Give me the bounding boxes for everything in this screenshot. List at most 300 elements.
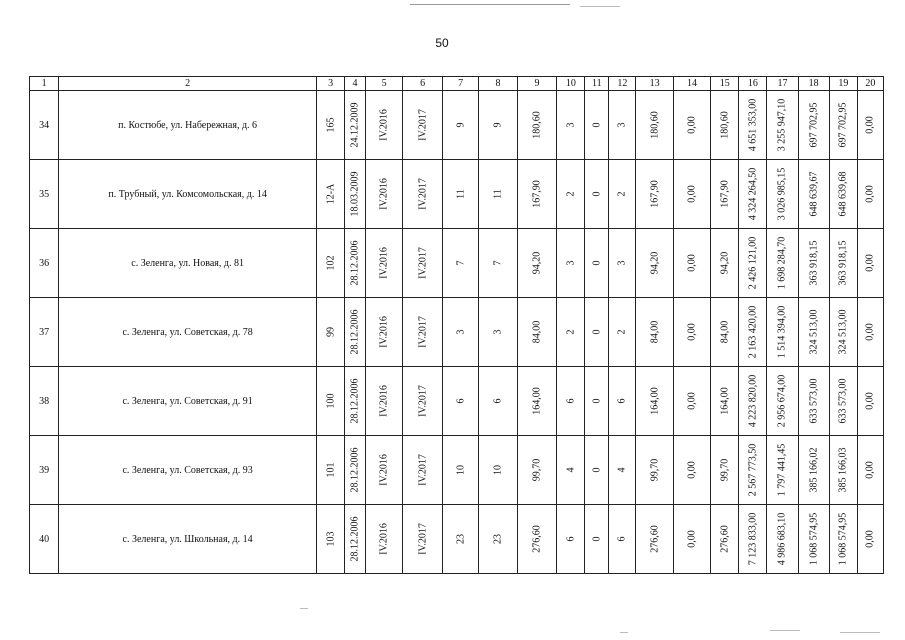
cell-value: 0 — [591, 536, 603, 542]
column-number-8: 8 — [479, 77, 517, 91]
cell-value: IV.2017 — [417, 523, 429, 555]
cell-value: 10 — [455, 465, 467, 475]
row-number-cell: 37 — [30, 298, 59, 367]
cell-value: 276,60 — [719, 525, 731, 553]
cell-value: 276,60 — [649, 525, 661, 553]
table-cell-col-14 — [673, 91, 710, 160]
scan-artifact-line — [580, 6, 620, 7]
cell-value: 3 — [616, 122, 628, 128]
table-cell-col-8 — [479, 160, 517, 229]
table-cell-col-11 — [585, 436, 609, 505]
table-row — [30, 367, 884, 436]
cell-value: 180,60 — [719, 111, 731, 139]
table-cell-col-8 — [479, 91, 517, 160]
cell-value: 24.12.2009 — [349, 102, 361, 148]
cell-value: 4 651 353,00 — [747, 98, 759, 152]
column-number-15: 15 — [711, 77, 739, 91]
cell-value: 0,00 — [686, 461, 698, 479]
table-cell-col-6 — [403, 505, 443, 574]
cell-value: 28.12.2006 — [349, 309, 361, 355]
cell-value: 6 — [616, 398, 628, 404]
table-cell-col-18 — [798, 505, 829, 574]
table-cell-col-6 — [403, 298, 443, 367]
cell-value: 0,00 — [686, 254, 698, 272]
table-cell-col-4 — [345, 436, 366, 505]
cell-value: 3 — [616, 260, 628, 266]
table-cell-col-3 — [317, 91, 345, 160]
cell-value: 23 — [492, 534, 504, 544]
cell-value: IV.2017 — [417, 316, 429, 348]
table-cell-col-14 — [673, 505, 710, 574]
cell-value: 0,00 — [686, 116, 698, 134]
table-cell-col-20 — [857, 91, 883, 160]
table-cell-col-12 — [609, 505, 636, 574]
table-cell-col-3 — [317, 298, 345, 367]
table-cell-col-16 — [739, 229, 767, 298]
cell-value: 164,00 — [531, 387, 543, 415]
cell-value: 4 — [565, 467, 577, 473]
cell-value: 84,00 — [719, 320, 731, 344]
cell-value: IV.2016 — [378, 247, 390, 279]
column-number-1: 1 — [30, 77, 59, 91]
column-number-19: 19 — [829, 77, 857, 91]
table-cell-col-20 — [857, 436, 883, 505]
table-cell-col-4 — [345, 91, 366, 160]
cell-value: 3 — [492, 329, 504, 335]
table-cell-col-9 — [517, 505, 557, 574]
cell-value: 0 — [591, 398, 603, 404]
table-cell-col-20 — [857, 367, 883, 436]
cell-value: 99,70 — [649, 458, 661, 482]
address-cell: с. Зеленга, ул. Новая, д. 81 — [59, 229, 317, 298]
cell-value: 648 639,68 — [837, 171, 849, 217]
table-cell-col-13 — [636, 160, 673, 229]
table-cell-col-4 — [345, 505, 366, 574]
table-cell-col-17 — [767, 367, 798, 436]
table-row — [30, 160, 884, 229]
column-number-12: 12 — [609, 77, 636, 91]
table-cell-col-8 — [479, 505, 517, 574]
table-cell-col-20 — [857, 160, 883, 229]
table-cell-col-16 — [739, 367, 767, 436]
table-cell-col-10 — [557, 91, 585, 160]
cell-value: 0,00 — [864, 116, 876, 134]
cell-value: 0,00 — [686, 185, 698, 203]
cell-value: IV.2016 — [378, 109, 390, 141]
column-number-4: 4 — [345, 77, 366, 91]
table-cell-col-11 — [585, 298, 609, 367]
table-cell-col-12 — [609, 436, 636, 505]
cell-value: IV.2016 — [378, 523, 390, 555]
cell-value: 167,90 — [719, 180, 731, 208]
cell-value: 385 166,02 — [808, 447, 820, 493]
cell-value: 1 068 574,95 — [837, 512, 849, 566]
cell-value: 3 — [565, 260, 577, 266]
table-cell-col-20 — [857, 298, 883, 367]
table-cell-col-15 — [711, 367, 739, 436]
cell-value: 100 — [325, 393, 337, 409]
table-cell-col-9 — [517, 229, 557, 298]
table-cell-col-8 — [479, 298, 517, 367]
scan-artifact-dot — [840, 632, 880, 633]
column-number-16: 16 — [739, 77, 767, 91]
table-cell-col-19 — [829, 436, 857, 505]
cell-value: 4 223 820,00 — [747, 374, 759, 428]
address-cell: с. Зеленга, ул. Советская, д. 93 — [59, 436, 317, 505]
cell-value: 2 163 420,00 — [747, 305, 759, 359]
table-cell-col-3 — [317, 229, 345, 298]
cell-value: 1 514 394,00 — [776, 305, 788, 359]
cell-value: 2 — [565, 191, 577, 197]
table-cell-col-4 — [345, 229, 366, 298]
table-row — [30, 505, 884, 574]
cell-value: 3 255 947,10 — [776, 98, 788, 152]
table-cell-col-10 — [557, 367, 585, 436]
column-number-5: 5 — [365, 77, 402, 91]
table-cell-col-7 — [442, 229, 478, 298]
table-cell-col-12 — [609, 367, 636, 436]
table-cell-col-19 — [829, 505, 857, 574]
cell-value: 28.12.2006 — [349, 378, 361, 424]
cell-value: 633 573,00 — [808, 378, 820, 424]
scan-artifact-dot — [620, 632, 628, 633]
cell-value: 164,00 — [649, 387, 661, 415]
column-number-14: 14 — [673, 77, 710, 91]
cell-value: 28.12.2006 — [349, 240, 361, 286]
cell-value: 0,00 — [864, 323, 876, 341]
cell-value: IV.2016 — [378, 316, 390, 348]
table-cell-col-13 — [636, 436, 673, 505]
table-cell-col-16 — [739, 160, 767, 229]
cell-value: 4 — [616, 467, 628, 473]
table-cell-col-5 — [365, 160, 402, 229]
table-cell-col-19 — [829, 367, 857, 436]
scan-artifact-dot — [300, 608, 308, 609]
cell-value: 99,70 — [719, 458, 731, 482]
cell-value: 28.12.2006 — [349, 516, 361, 562]
cell-value: 276,60 — [531, 525, 543, 553]
cell-value: 0,00 — [864, 392, 876, 410]
cell-value: 0,00 — [864, 185, 876, 203]
table-cell-col-17 — [767, 436, 798, 505]
table-cell-col-8 — [479, 436, 517, 505]
column-number-3: 3 — [317, 77, 345, 91]
cell-value: 9 — [455, 122, 467, 128]
table-cell-col-9 — [517, 298, 557, 367]
table-row — [30, 298, 884, 367]
table-cell-col-7 — [442, 367, 478, 436]
column-number-10: 10 — [557, 77, 585, 91]
cell-value: 180,60 — [531, 111, 543, 139]
table-cell-col-16 — [739, 91, 767, 160]
table-cell-col-20 — [857, 505, 883, 574]
cell-value: 9 — [492, 122, 504, 128]
table-cell-col-9 — [517, 367, 557, 436]
cell-value: 0,00 — [864, 254, 876, 272]
cell-value: 18.03.2009 — [349, 171, 361, 217]
cell-value: 1 797 441,45 — [776, 443, 788, 497]
table-cell-col-18 — [798, 91, 829, 160]
cell-value: IV.2016 — [378, 178, 390, 210]
table-cell-col-12 — [609, 229, 636, 298]
table-cell-col-5 — [365, 298, 402, 367]
table-cell-col-19 — [829, 298, 857, 367]
table-cell-col-8 — [479, 367, 517, 436]
scan-artifact-dot — [770, 630, 800, 631]
address-cell: с. Зеленга, ул. Школьная, д. 14 — [59, 505, 317, 574]
cell-value: 7 — [492, 260, 504, 266]
cell-value: 0,00 — [686, 323, 698, 341]
cell-value: 84,00 — [649, 320, 661, 344]
cell-value: 94,20 — [719, 251, 731, 275]
cell-value: 6 — [565, 536, 577, 542]
cell-value: 99,70 — [531, 458, 543, 482]
table-cell-col-7 — [442, 298, 478, 367]
table-cell-col-8 — [479, 229, 517, 298]
cell-value: IV.2017 — [417, 385, 429, 417]
cell-value: 23 — [455, 534, 467, 544]
cell-value: 84,00 — [531, 320, 543, 344]
cell-value: 1 068 574,95 — [808, 512, 820, 566]
cell-value: 648 639,67 — [808, 171, 820, 217]
table-cell-col-5 — [365, 505, 402, 574]
cell-value: 94,20 — [531, 251, 543, 275]
table-cell-col-18 — [798, 229, 829, 298]
address-cell: п. Костюбе, ул. Набережная, д. 6 — [59, 91, 317, 160]
column-number-18: 18 — [798, 77, 829, 91]
housing-register-table — [29, 76, 884, 574]
cell-value: 2 956 674,00 — [776, 374, 788, 428]
table-cell-col-18 — [798, 298, 829, 367]
table-cell-col-9 — [517, 436, 557, 505]
column-number-6: 6 — [403, 77, 443, 91]
cell-value: 167,90 — [531, 180, 543, 208]
table-cell-col-10 — [557, 436, 585, 505]
table-cell-col-10 — [557, 229, 585, 298]
table-cell-col-19 — [829, 229, 857, 298]
column-number-header-row — [30, 77, 884, 91]
address-cell: с. Зеленга, ул. Советская, д. 78 — [59, 298, 317, 367]
cell-value: 2 426 121,00 — [747, 236, 759, 290]
cell-value: 0,00 — [686, 392, 698, 410]
cell-value: 0,00 — [864, 461, 876, 479]
cell-value: 363 918,15 — [808, 240, 820, 286]
table-cell-col-6 — [403, 229, 443, 298]
cell-value: 165 — [325, 117, 337, 133]
cell-value: 385 166,03 — [837, 447, 849, 493]
cell-value: 0 — [591, 191, 603, 197]
table-cell-col-13 — [636, 367, 673, 436]
table-cell-col-4 — [345, 367, 366, 436]
table-cell-col-13 — [636, 298, 673, 367]
page-number: 50 — [435, 36, 449, 50]
cell-value: 102 — [325, 255, 337, 271]
table-cell-col-9 — [517, 91, 557, 160]
table-cell-col-12 — [609, 160, 636, 229]
table-cell-col-17 — [767, 505, 798, 574]
cell-value: IV.2017 — [417, 247, 429, 279]
cell-value: 2 — [616, 329, 628, 335]
table-cell-col-11 — [585, 505, 609, 574]
table-row — [30, 229, 884, 298]
table-cell-col-18 — [798, 367, 829, 436]
cell-value: 4 324 264,50 — [747, 167, 759, 221]
cell-value: 167,90 — [649, 180, 661, 208]
cell-value: IV.2017 — [417, 178, 429, 210]
cell-value: 0,00 — [686, 530, 698, 548]
table-cell-col-17 — [767, 160, 798, 229]
cell-value: 0 — [591, 122, 603, 128]
table-cell-col-12 — [609, 298, 636, 367]
table-cell-col-11 — [585, 91, 609, 160]
cell-value: 0 — [591, 329, 603, 335]
cell-value: 2 — [565, 329, 577, 335]
table-cell-col-16 — [739, 505, 767, 574]
table-cell-col-5 — [365, 367, 402, 436]
cell-value: 6 — [565, 398, 577, 404]
table-cell-col-15 — [711, 436, 739, 505]
table-cell-col-15 — [711, 229, 739, 298]
table-cell-col-14 — [673, 229, 710, 298]
cell-value: 94,20 — [649, 251, 661, 275]
table-cell-col-19 — [829, 91, 857, 160]
table-cell-col-15 — [711, 298, 739, 367]
column-number-17: 17 — [767, 77, 798, 91]
cell-value: 103 — [325, 531, 337, 547]
column-number-20: 20 — [857, 77, 883, 91]
table-cell-col-5 — [365, 229, 402, 298]
table-cell-col-5 — [365, 91, 402, 160]
table-cell-col-4 — [345, 160, 366, 229]
table-cell-col-3 — [317, 505, 345, 574]
column-number-9: 9 — [517, 77, 557, 91]
table-cell-col-11 — [585, 160, 609, 229]
table-cell-col-6 — [403, 91, 443, 160]
cell-value: 2 — [616, 191, 628, 197]
address-cell: п. Трубный, ул. Комсомольская, д. 14 — [59, 160, 317, 229]
cell-value: 1 698 284,70 — [776, 236, 788, 290]
cell-value: 99 — [325, 327, 337, 337]
table-cell-col-16 — [739, 298, 767, 367]
table-cell-col-10 — [557, 160, 585, 229]
row-number-cell: 35 — [30, 160, 59, 229]
table-cell-col-10 — [557, 298, 585, 367]
cell-value: 180,60 — [649, 111, 661, 139]
cell-value: 7 123 833,00 — [747, 512, 759, 566]
table-cell-col-10 — [557, 505, 585, 574]
cell-value: 28.12.2006 — [349, 447, 361, 493]
table-cell-col-11 — [585, 367, 609, 436]
table-cell-col-14 — [673, 298, 710, 367]
table-cell-col-6 — [403, 367, 443, 436]
column-number-11: 11 — [585, 77, 609, 91]
table-cell-col-17 — [767, 298, 798, 367]
cell-value: 6 — [455, 398, 467, 404]
row-number-cell: 40 — [30, 505, 59, 574]
column-number-13: 13 — [636, 77, 673, 91]
table-cell-col-18 — [798, 436, 829, 505]
table-cell-col-13 — [636, 505, 673, 574]
table-cell-col-14 — [673, 436, 710, 505]
cell-value: IV.2016 — [378, 454, 390, 486]
cell-value: 11 — [492, 189, 504, 199]
column-number-2: 2 — [59, 77, 317, 91]
table-cell-col-15 — [711, 160, 739, 229]
scan-artifact-line — [410, 4, 570, 5]
table-cell-col-15 — [711, 91, 739, 160]
cell-value: 101 — [325, 462, 337, 478]
table-cell-col-5 — [365, 436, 402, 505]
cell-value: 697 702,95 — [837, 102, 849, 148]
table-cell-col-3 — [317, 160, 345, 229]
table-cell-col-14 — [673, 160, 710, 229]
cell-value: IV.2016 — [378, 385, 390, 417]
row-number-cell: 34 — [30, 91, 59, 160]
table-cell-col-18 — [798, 160, 829, 229]
table-cell-col-3 — [317, 436, 345, 505]
table-cell-col-9 — [517, 160, 557, 229]
cell-value: 11 — [455, 189, 467, 199]
cell-value: 697 702,95 — [808, 102, 820, 148]
cell-value: 4 986 683,10 — [776, 512, 788, 566]
cell-value: 3 — [565, 122, 577, 128]
table-cell-col-17 — [767, 229, 798, 298]
table-row — [30, 91, 884, 160]
row-number-cell: 36 — [30, 229, 59, 298]
cell-value: 12-А — [325, 183, 337, 205]
cell-value: 164,00 — [719, 387, 731, 415]
table-cell-col-19 — [829, 160, 857, 229]
table-cell-col-11 — [585, 229, 609, 298]
row-number-cell: 38 — [30, 367, 59, 436]
table-cell-col-16 — [739, 436, 767, 505]
table-cell-col-7 — [442, 505, 478, 574]
cell-value: 324 513,00 — [837, 309, 849, 355]
cell-value: 633 573,00 — [837, 378, 849, 424]
cell-value: IV.2017 — [417, 454, 429, 486]
table-cell-col-13 — [636, 91, 673, 160]
cell-value: 324 513,00 — [808, 309, 820, 355]
table-cell-col-7 — [442, 160, 478, 229]
row-number-cell: 39 — [30, 436, 59, 505]
cell-value: IV.2017 — [417, 109, 429, 141]
table-cell-col-7 — [442, 436, 478, 505]
cell-value: 6 — [616, 536, 628, 542]
table-cell-col-6 — [403, 160, 443, 229]
column-number-7: 7 — [442, 77, 478, 91]
cell-value: 2 567 773,50 — [747, 443, 759, 497]
table-cell-col-14 — [673, 367, 710, 436]
cell-value: 3 — [455, 329, 467, 335]
table-cell-col-13 — [636, 229, 673, 298]
cell-value: 7 — [455, 260, 467, 266]
cell-value: 0 — [591, 467, 603, 473]
cell-value: 0 — [591, 260, 603, 266]
table-cell-col-6 — [403, 436, 443, 505]
cell-value: 363 918,15 — [837, 240, 849, 286]
table-cell-col-3 — [317, 367, 345, 436]
cell-value: 3 026 985,15 — [776, 167, 788, 221]
table-cell-col-20 — [857, 229, 883, 298]
cell-value: 6 — [492, 398, 504, 404]
cell-value: 0,00 — [864, 530, 876, 548]
table-row — [30, 436, 884, 505]
address-cell: с. Зеленга, ул. Советская, д. 91 — [59, 367, 317, 436]
table-cell-col-7 — [442, 91, 478, 160]
cell-value: 10 — [492, 465, 504, 475]
table-cell-col-4 — [345, 298, 366, 367]
table-cell-col-12 — [609, 91, 636, 160]
